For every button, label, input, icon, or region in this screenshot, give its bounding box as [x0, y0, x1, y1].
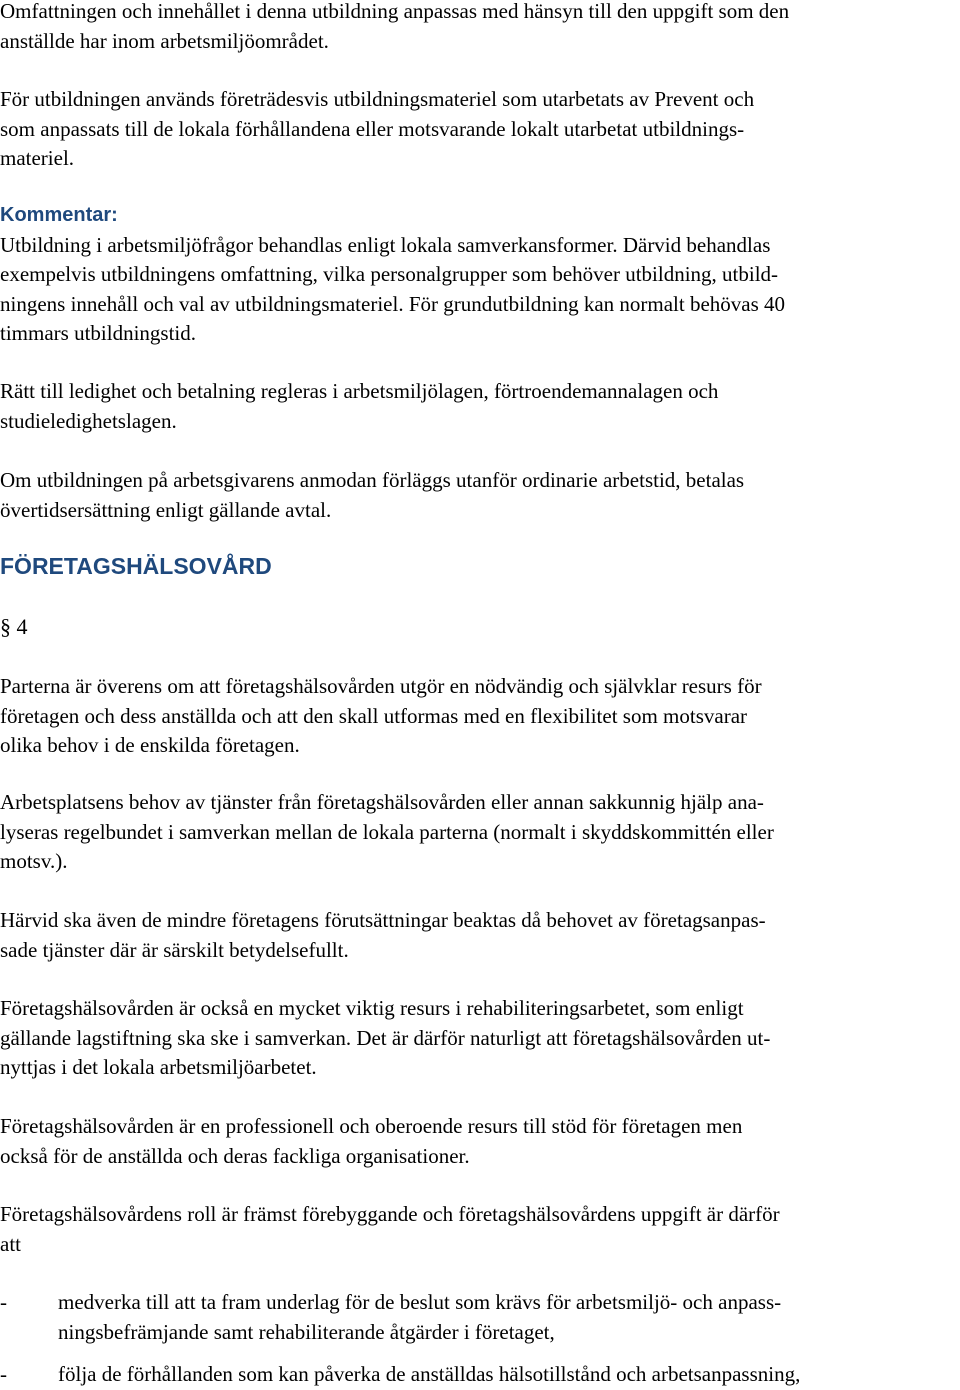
paragraph-rehabilitation: [0, 994, 958, 1083]
text-line: anställde har inom arbetsmiljöområdet.: [0, 28, 329, 53]
text-line: gällande lagstiftning ska ske i samverkan. Det är därför naturligt att företagshälsovården ut-: [0, 1025, 771, 1050]
kommentar-label: Kommentar:: [0, 204, 118, 226]
list-marker: -: [0, 1362, 7, 1386]
text-line: som anpassats till de lokala förhållandena eller motsvarande lokalt utarbetat utbildnings-: [0, 116, 745, 141]
text-line: Om utbildningen på arbetsgivarens anmodan förläggs utanför ordinarie arbetstid, betalas: [0, 468, 745, 492]
text-line: studieledighetslagen.: [0, 408, 177, 433]
text-line: övertidsersättning enligt gällande avtal.: [0, 497, 332, 522]
text-line: följa de förhållanden som kan påverka de anställdas hälsotillstånd och arbetsanpassning,: [58, 1362, 801, 1386]
text-line: Parterna är överens om att företagshälsovården utgör en nödvändig och självklar resurs för: [0, 674, 762, 698]
text-line: timmars utbildningstid.: [0, 321, 197, 345]
section-heading: FÖRETAGSHÄLSOVÅRD: [0, 553, 272, 579]
text-line: också för de anställda och deras fackliga organisationer.: [0, 1143, 470, 1168]
text-line: Arbetsplatsens behov av tjänster från företagshälsovården eller annan sakkunnig hjälp ana-: [0, 790, 764, 814]
paragraph-workplace-needs: [0, 788, 958, 877]
text-line: För utbildningen används företrädesvis utbildningsmateriel som utarbetats av Prevent och: [0, 87, 755, 111]
paragraph-overtime: [0, 466, 958, 525]
paragraph-parties-agree: [0, 672, 958, 761]
text-line: lyseras regelbundet i samverkan mellan de lokala parterna (normalt i skyddskommittén eller: [0, 819, 774, 844]
text-line: nyttjas i det lokala arbetsmiljöarbetet.: [0, 1055, 317, 1079]
text-line: medverka till att ta fram underlag för de beslut som krävs för arbetsmiljö- och anpass-: [58, 1290, 782, 1314]
paragraph-education-material: [0, 85, 958, 174]
paragraph-leave-rights: [0, 377, 958, 436]
text-line: Härvid ska även de mindre företagens förutsättningar beaktas då behovet av företagsanpas-: [0, 908, 766, 932]
text-line: materiel.: [0, 146, 75, 170]
text-line: exempelvis utbildningens omfattning, vilka personalgrupper som behöver utbildning, utbild-: [0, 262, 779, 286]
text-line: olika behov i de enskilda företagen.: [0, 733, 300, 757]
paragraph-education-scope: [0, 0, 958, 56]
text-line: motsv.).: [0, 849, 68, 873]
text-line: företagen och dess anställda och att den skall utformas med en flexibilitet som motsvarar: [0, 703, 748, 728]
paragraph-kommentar: [0, 201, 958, 349]
text-line: Utbildning i arbetsmiljöfrågor behandlas enligt lokala samverkansformer. Därvid behandlas: [0, 232, 771, 257]
paragraph-preventive-role: [0, 1200, 958, 1259]
text-line: ningsbefrämjande samt rehabiliterande åtgärder i företaget,: [58, 1319, 555, 1344]
text-line: Företagshälsovården är också en mycket viktig resurs i rehabiliteringsarbetet, som enligt: [0, 996, 744, 1020]
text-line: Rätt till ledighet och betalning regleras i arbetsmiljölagen, förtroendemannalagen och: [0, 379, 719, 403]
text-line: Företagshälsovården är en professionell och oberoende resurs till stöd för företagen men: [0, 1114, 743, 1138]
paragraph-independent-resource: [0, 1112, 958, 1171]
text-line: Omfattningen och innehållet i denna utbildning anpassas med hänsyn till den uppgift som den: [0, 0, 790, 23]
text-line: Företagshälsovårdens roll är främst förebyggande och företagshälsovårdens uppgift är därför: [0, 1202, 780, 1226]
text-line: att: [0, 1231, 21, 1256]
text-line: sade tjänster där är särskilt betydelsefullt.: [0, 937, 349, 962]
list-marker: -: [0, 1290, 7, 1314]
text-line: ningens innehåll och val av utbildningsmateriel. För grundutbildning kan normalt behövas 40: [0, 291, 786, 316]
paragraph-small-companies: [0, 906, 958, 965]
section-mark: § 4: [0, 614, 28, 639]
